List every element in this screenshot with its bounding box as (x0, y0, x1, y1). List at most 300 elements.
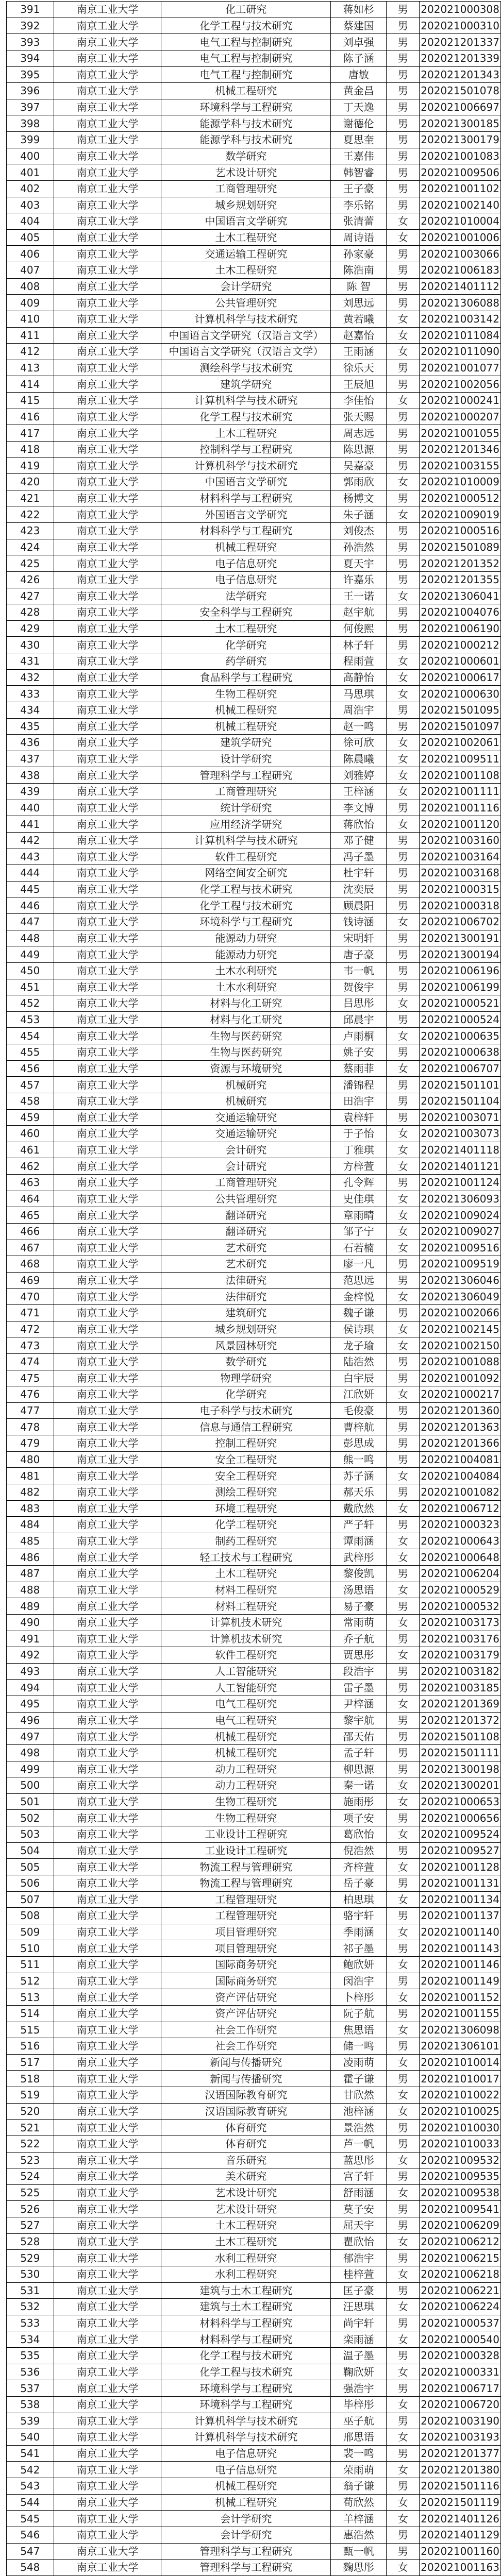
major-cell: 艺术研究 (161, 1240, 331, 1256)
gender-cell: 女 (387, 2429, 420, 2446)
gender-cell: 男 (387, 946, 420, 963)
name-cell: 荣雨萌 (331, 2462, 387, 2478)
id-number-cell: 202021001131 (420, 1875, 501, 1891)
table-row (7, 393, 501, 409)
gender-cell: 女 (387, 1582, 420, 1598)
university-cell: 南京工业大学 (54, 132, 161, 148)
id-number-cell: 202021000635 (420, 1028, 501, 1044)
name-cell: 柳思源 (331, 1761, 387, 1777)
university-cell: 南京工业大学 (54, 2299, 161, 2315)
major-cell: 材料工程研究 (161, 1582, 331, 1598)
university-cell: 南京工业大学 (54, 1386, 161, 1403)
major-cell: 电气工程与控制研究 (161, 50, 331, 66)
id-number-cell: 202021010030 (420, 2120, 501, 2136)
id-number-cell: 202021001120 (420, 816, 501, 833)
university-cell: 南京工业大学 (54, 1761, 161, 1777)
gender-cell: 男 (387, 1435, 420, 1452)
university-cell: 南京工业大学 (54, 2038, 161, 2055)
id-number-cell: 202021006204 (420, 1566, 501, 1582)
table-row (7, 702, 501, 718)
name-cell: 尹梓涵 (331, 1696, 387, 1713)
university-cell: 南京工业大学 (54, 148, 161, 164)
university-cell: 南京工业大学 (54, 946, 161, 963)
row-number-cell: 448 (7, 930, 54, 946)
table-row (7, 1891, 501, 1908)
table-row (7, 2364, 501, 2380)
id-number-cell: 202021003071 (420, 1109, 501, 1126)
university-cell: 南京工业大学 (54, 1793, 161, 1810)
row-number-cell: 548 (7, 2560, 54, 2576)
row-number-cell: 462 (7, 1158, 54, 1175)
university-cell: 南京工业大学 (54, 1011, 161, 1028)
id-number-cell: 202021000315 (420, 881, 501, 897)
row-number-cell: 502 (7, 1810, 54, 1826)
university-cell: 南京工业大学 (54, 1517, 161, 1533)
university-cell: 南京工业大学 (54, 2, 161, 18)
table-row (7, 1940, 501, 1957)
name-cell: 巫子航 (331, 2413, 387, 2429)
major-cell: 工程管理研究 (161, 1891, 331, 1908)
major-cell: 物理学研究 (161, 1370, 331, 1386)
university-cell: 南京工业大学 (54, 1549, 161, 1566)
university-cell: 南京工业大学 (54, 1647, 161, 1664)
id-number-cell: 202021000328 (420, 2348, 501, 2364)
university-cell: 南京工业大学 (54, 2429, 161, 2446)
name-cell: 石若楠 (331, 1240, 387, 1256)
name-cell: 王辰旭 (331, 376, 387, 393)
row-number-cell: 531 (7, 2282, 54, 2299)
id-number-cell: 202021010022 (420, 2087, 501, 2104)
row-number-cell: 463 (7, 1175, 54, 1191)
name-cell: 倪浩然 (331, 1842, 387, 1859)
row-number-cell: 451 (7, 979, 54, 995)
id-number-cell: 202021009511 (420, 751, 501, 767)
row-number-cell: 480 (7, 1451, 54, 1468)
major-cell: 机械研究 (161, 1077, 331, 1093)
name-cell: 顾晨阳 (331, 897, 387, 914)
table-row (7, 1435, 501, 1452)
gender-cell: 女 (387, 1289, 420, 1305)
major-cell: 机械工程研究 (161, 1728, 331, 1745)
table-row (7, 1207, 501, 1224)
table-row (7, 1696, 501, 1713)
name-cell: 白宇辰 (331, 1370, 387, 1386)
gender-cell: 男 (387, 1810, 420, 1826)
university-cell: 南京工业大学 (54, 669, 161, 686)
gender-cell: 男 (387, 441, 420, 457)
row-number-cell: 428 (7, 604, 54, 621)
name-cell: 池梓涵 (331, 2103, 387, 2120)
major-cell: 项目管理研究 (161, 1924, 331, 1940)
gender-cell: 女 (387, 229, 420, 246)
major-cell: 生物与医药研究 (161, 1028, 331, 1044)
id-number-cell: 202021001006 (420, 229, 501, 246)
major-cell: 艺术设计研究 (161, 2184, 331, 2201)
row-number-cell: 541 (7, 2445, 54, 2462)
gender-cell: 男 (387, 2168, 420, 2185)
name-cell: 沈奕辰 (331, 881, 387, 897)
university-cell: 南京工业大学 (54, 784, 161, 800)
gender-cell: 女 (387, 1826, 420, 1843)
gender-cell: 男 (387, 1419, 420, 1435)
row-number-cell: 423 (7, 523, 54, 539)
university-cell: 南京工业大学 (54, 1712, 161, 1728)
id-number-cell: 202021000537 (420, 2315, 501, 2331)
row-number-cell: 414 (7, 376, 54, 393)
university-cell: 南京工业大学 (54, 2054, 161, 2071)
major-cell: 软件工程研究 (161, 1647, 331, 1664)
gender-cell: 男 (387, 1109, 420, 1126)
name-cell: 冯子墨 (331, 849, 387, 865)
id-number-cell: 202021009532 (420, 2152, 501, 2168)
name-cell: 王子豪 (331, 180, 387, 197)
table-row (7, 1793, 501, 1810)
major-cell: 交通运输工程研究 (161, 246, 331, 262)
name-cell: 邢思语 (331, 2429, 387, 2446)
gender-cell: 女 (387, 1386, 420, 1403)
major-cell: 社会工作研究 (161, 2022, 331, 2038)
name-cell: 熊一鸣 (331, 1451, 387, 1468)
gender-cell: 男 (387, 376, 420, 393)
row-number-cell: 446 (7, 897, 54, 914)
row-number-cell: 400 (7, 148, 54, 164)
id-number-cell: 202021001102 (420, 180, 501, 197)
gender-cell: 女 (387, 767, 420, 784)
table-row (7, 1060, 501, 1077)
gender-cell: 男 (387, 1744, 420, 1761)
table-row (7, 881, 501, 897)
university-cell: 南京工业大学 (54, 2396, 161, 2413)
university-cell: 南京工业大学 (54, 816, 161, 833)
id-number-cell: 202021006712 (420, 1500, 501, 1517)
row-number-cell: 442 (7, 832, 54, 849)
university-cell: 南京工业大学 (54, 995, 161, 1012)
name-cell: 苏子涵 (331, 1468, 387, 1484)
name-cell: 王嘉伟 (331, 148, 387, 164)
name-cell: 朱子涵 (331, 506, 387, 523)
gender-cell: 女 (387, 1924, 420, 1940)
table-row (7, 1533, 501, 1549)
major-cell: 机械研究 (161, 1093, 331, 1109)
university-cell: 南京工业大学 (54, 1060, 161, 1077)
major-cell: 环境工程研究 (161, 1500, 331, 1517)
name-cell: 潘锦程 (331, 1077, 387, 1093)
major-cell: 机械工程研究 (161, 539, 331, 555)
table-row (7, 2233, 501, 2250)
table-row (7, 376, 501, 393)
id-number-cell: 202021006707 (420, 1060, 501, 1077)
row-number-cell: 520 (7, 2103, 54, 2120)
gender-cell: 男 (387, 262, 420, 279)
university-cell: 南京工业大学 (54, 1777, 161, 1794)
major-cell: 数学研究 (161, 148, 331, 164)
row-number-cell: 395 (7, 66, 54, 83)
major-cell: 音乐研究 (161, 2152, 331, 2168)
id-number-cell: 202021000524 (420, 1011, 501, 1028)
gender-cell: 男 (387, 571, 420, 588)
name-cell: 季雨涵 (331, 1924, 387, 1940)
id-number-cell: 202021006221 (420, 2282, 501, 2299)
name-cell: 吴嘉豪 (331, 457, 387, 474)
university-cell: 南京工业大学 (54, 409, 161, 425)
table-row (7, 2543, 501, 2560)
gender-cell: 男 (387, 2527, 420, 2543)
university-cell: 南京工业大学 (54, 637, 161, 653)
major-cell: 测绘科学与技术研究 (161, 360, 331, 376)
name-cell: 舒雨涵 (331, 2184, 387, 2201)
row-number-cell: 530 (7, 2266, 54, 2282)
table-row (7, 1680, 501, 1696)
id-number-cell: 202021010025 (420, 2103, 501, 2120)
table-row (7, 1875, 501, 1891)
table-row (7, 1011, 501, 1028)
table-row (7, 1826, 501, 1843)
gender-cell: 男 (387, 2217, 420, 2234)
id-number-cell: 202021501101 (420, 1077, 501, 1093)
gender-cell: 男 (387, 881, 420, 897)
table-row (7, 1223, 501, 1240)
major-cell: 物流工程与管理研究 (161, 1859, 331, 1875)
row-number-cell: 421 (7, 490, 54, 506)
row-number-cell: 436 (7, 735, 54, 751)
gender-cell: 女 (387, 2087, 420, 2104)
id-number-cell: 202021002150 (420, 1337, 501, 1354)
gender-cell: 男 (387, 409, 420, 425)
name-cell: 邵天佑 (331, 1728, 387, 1745)
row-number-cell: 538 (7, 2396, 54, 2413)
name-cell: 赵宇航 (331, 604, 387, 621)
row-number-cell: 483 (7, 1500, 54, 1517)
name-cell: 廖一凡 (331, 1256, 387, 1273)
table-row (7, 1859, 501, 1875)
id-number-cell: 202021501089 (420, 539, 501, 555)
row-number-cell: 420 (7, 474, 54, 490)
id-number-cell: 202021003179 (420, 1647, 501, 1664)
table-row (7, 2054, 501, 2071)
row-number-cell: 435 (7, 718, 54, 735)
id-number-cell: 202021000323 (420, 1517, 501, 1533)
gender-cell: 男 (387, 197, 420, 213)
name-cell: 柏思琪 (331, 1891, 387, 1908)
table-row (7, 1582, 501, 1598)
university-cell: 南京工业大学 (54, 800, 161, 816)
major-cell: 生物工程研究 (161, 1810, 331, 1826)
name-cell: 秦一诺 (331, 1777, 387, 1794)
id-number-cell: 202021006209 (420, 2217, 501, 2234)
university-cell: 南京工业大学 (54, 1028, 161, 1044)
gender-cell: 男 (387, 523, 420, 539)
id-number-cell: 202021006212 (420, 2233, 501, 2250)
name-cell: 岳子豪 (331, 1875, 387, 1891)
gender-cell: 男 (387, 1305, 420, 1321)
name-cell: 惠浩然 (331, 2527, 387, 2543)
name-cell: 李乐铭 (331, 197, 387, 213)
name-cell: 袁梓轩 (331, 1109, 387, 1126)
university-cell: 南京工业大学 (54, 18, 161, 34)
name-cell: 毛俊豪 (331, 1402, 387, 1419)
id-number-cell: 202021000308 (420, 2, 501, 18)
major-cell: 电子信息研究 (161, 2462, 331, 2478)
gender-cell: 女 (387, 1240, 420, 1256)
row-number-cell: 443 (7, 849, 54, 865)
gender-cell: 女 (387, 1891, 420, 1908)
gender-cell: 男 (387, 1370, 420, 1386)
gender-cell: 女 (387, 2054, 420, 2071)
gender-cell: 男 (387, 2348, 420, 2364)
row-number-cell: 398 (7, 115, 54, 132)
table-row (7, 865, 501, 882)
table-row (7, 457, 501, 474)
gender-cell: 男 (387, 1011, 420, 1028)
university-cell: 南京工业大学 (54, 360, 161, 376)
row-number-cell: 427 (7, 588, 54, 604)
major-cell: 管理科学与工程研究 (161, 2560, 331, 2576)
major-cell: 管理科学与工程研究 (161, 767, 331, 784)
table-row (7, 2331, 501, 2348)
name-cell: 匡子豪 (331, 2282, 387, 2299)
name-cell: 孔令辉 (331, 1175, 387, 1191)
row-number-cell: 437 (7, 751, 54, 767)
id-number-cell: 202021009019 (420, 506, 501, 523)
major-cell: 药学研究 (161, 653, 331, 670)
id-number-cell: 202021000207 (420, 409, 501, 425)
table-row (7, 1712, 501, 1728)
university-cell: 南京工业大学 (54, 2543, 161, 2560)
university-cell: 南京工业大学 (54, 1468, 161, 1484)
major-cell: 土木工程研究 (161, 620, 331, 637)
university-cell: 南京工业大学 (54, 2364, 161, 2380)
id-number-cell: 202021201360 (420, 1402, 501, 1419)
row-number-cell: 409 (7, 295, 54, 311)
gender-cell: 男 (387, 1875, 420, 1891)
university-cell: 南京工业大学 (54, 2217, 161, 2234)
name-cell: 王雨涵 (331, 344, 387, 360)
university-cell: 南京工业大学 (54, 571, 161, 588)
row-number-cell: 499 (7, 1761, 54, 1777)
name-cell: 韩智睿 (331, 164, 387, 181)
row-number-cell: 547 (7, 2543, 54, 2560)
row-number-cell: 407 (7, 262, 54, 279)
major-cell: 公共管理研究 (161, 1191, 331, 1207)
id-number-cell: 202021009524 (420, 1826, 501, 1843)
university-cell: 南京工业大学 (54, 1321, 161, 1337)
id-number-cell: 202021001055 (420, 425, 501, 442)
major-cell: 土木工程研究 (161, 262, 331, 279)
gender-cell: 男 (387, 637, 420, 653)
name-cell: 程雨萱 (331, 653, 387, 670)
university-cell: 南京工业大学 (54, 246, 161, 262)
id-number-cell: 202021003164 (420, 849, 501, 865)
gender-cell: 男 (387, 849, 420, 865)
university-cell: 南京工业大学 (54, 1435, 161, 1452)
major-cell: 人工智能研究 (161, 1680, 331, 1696)
major-cell: 材料与化工研究 (161, 995, 331, 1012)
major-cell: 控制工程研究 (161, 1435, 331, 1452)
table-row (7, 2560, 501, 2576)
major-cell: 水利工程研究 (161, 2266, 331, 2282)
id-number-cell: 202021009527 (420, 1842, 501, 1859)
university-cell: 南京工业大学 (54, 1680, 161, 1696)
table-row (7, 50, 501, 66)
name-cell: 黎宇航 (331, 1712, 387, 1728)
name-cell: 尚宇轩 (331, 2315, 387, 2331)
table-row (7, 2071, 501, 2087)
name-cell: 黄金昌 (331, 83, 387, 99)
gender-cell: 女 (387, 1142, 420, 1158)
table-row (7, 229, 501, 246)
name-cell: 龙子瑜 (331, 1337, 387, 1354)
university-cell: 南京工业大学 (54, 506, 161, 523)
id-number-cell: 202021401126 (420, 2511, 501, 2527)
gender-cell: 男 (387, 164, 420, 181)
table-row (7, 1158, 501, 1175)
major-cell: 翻译研究 (161, 1207, 331, 1224)
gender-cell: 女 (387, 1126, 420, 1142)
university-cell: 南京工业大学 (54, 620, 161, 637)
name-cell: 邹子宁 (331, 1223, 387, 1240)
major-cell: 环境科学与工程研究 (161, 2380, 331, 2397)
row-number-cell: 491 (7, 1631, 54, 1647)
gender-cell: 女 (387, 506, 420, 523)
university-cell: 南京工业大学 (54, 1842, 161, 1859)
name-cell: 郁浩宇 (331, 2250, 387, 2266)
name-cell: 赵嘉怡 (331, 327, 387, 344)
gender-cell: 男 (387, 1728, 420, 1745)
name-cell: 毕梓彤 (331, 2396, 387, 2413)
university-cell: 南京工业大学 (54, 278, 161, 295)
id-number-cell: 202021201363 (420, 1419, 501, 1435)
name-cell: 刘卓强 (331, 34, 387, 50)
id-number-cell: 202021006199 (420, 979, 501, 995)
table-row (7, 588, 501, 604)
name-cell: 孙浩然 (331, 539, 387, 555)
name-cell: 曹梓航 (331, 1419, 387, 1435)
id-number-cell: 202021000540 (420, 2331, 501, 2348)
gender-cell: 女 (387, 1060, 420, 1077)
gender-cell: 男 (387, 800, 420, 816)
name-cell: 骆宇轩 (331, 1908, 387, 1924)
gender-cell: 男 (387, 620, 420, 637)
university-cell: 南京工业大学 (54, 1256, 161, 1273)
major-cell: 交通运输研究 (161, 1126, 331, 1142)
id-number-cell: 202021006720 (420, 2396, 501, 2413)
name-cell: 张天赐 (331, 409, 387, 425)
major-cell: 水利工程研究 (161, 2250, 331, 2266)
major-cell: 外国语言文学研究 (161, 506, 331, 523)
university-cell: 南京工业大学 (54, 2266, 161, 2282)
university-cell: 南京工业大学 (54, 441, 161, 457)
university-cell: 南京工业大学 (54, 702, 161, 718)
table-row (7, 1305, 501, 1321)
table-row (7, 18, 501, 34)
row-number-cell: 481 (7, 1468, 54, 1484)
major-cell: 土木工程研究 (161, 425, 331, 442)
gender-cell: 女 (387, 2022, 420, 2038)
row-number-cell: 533 (7, 2315, 54, 2331)
table-row (7, 83, 501, 99)
university-cell: 南京工业大学 (54, 555, 161, 572)
university-cell: 南京工业大学 (54, 457, 161, 474)
table-row (7, 1647, 501, 1664)
gender-cell: 男 (387, 1517, 420, 1533)
table-row (7, 604, 501, 621)
id-number-cell: 202021401129 (420, 2527, 501, 2543)
id-number-cell: 202021009538 (420, 2184, 501, 2201)
major-cell: 会计研究 (161, 1142, 331, 1158)
row-number-cell: 397 (7, 99, 54, 115)
gender-cell: 女 (387, 669, 420, 686)
id-number-cell: 202021006215 (420, 2250, 501, 2266)
